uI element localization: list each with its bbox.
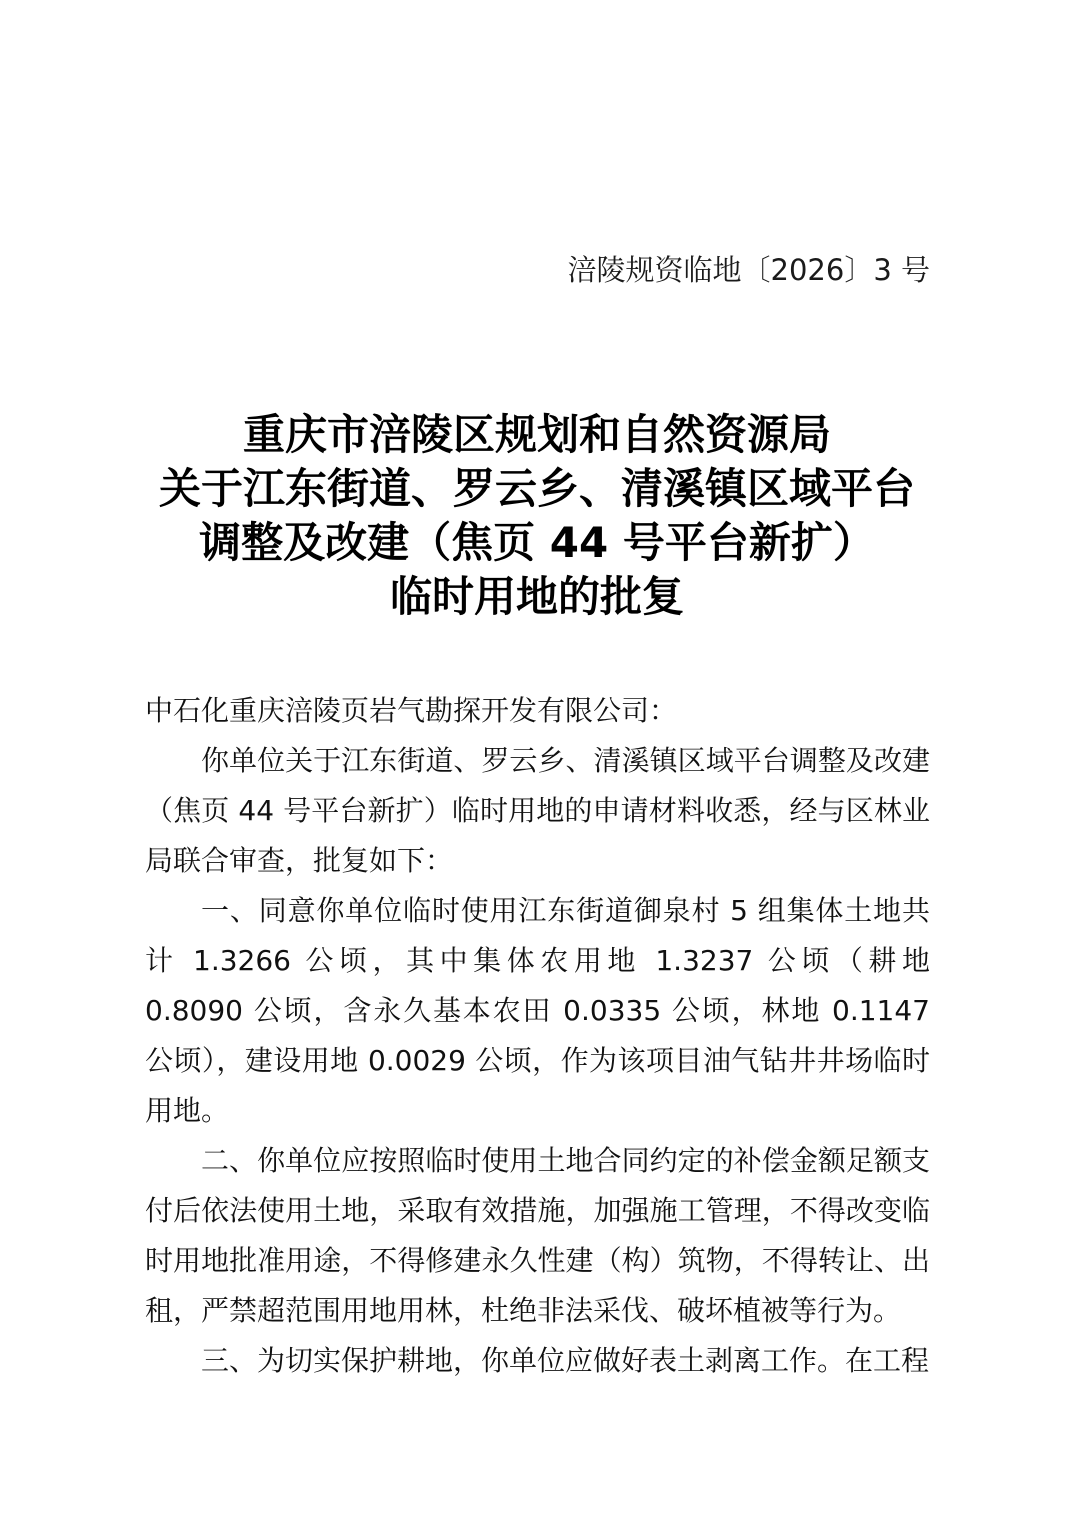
paragraph-item-2: 二、你单位应按照临时使用土地合同约定的补偿金额足额支付后依法使用土地，采取有效措施，加强施工管理，不得改变临时用地批准用途，不得修建永久性建（构）筑物，不得转让、出租，严禁超范围用地用林，杜绝非法采伐、破坏植被等行为。 — [145, 1144, 930, 1327]
document-body — [145, 686, 930, 1386]
paragraph-item-1: 一、同意你单位临时使用江东街道御泉村 5 组集体土地共计 1.3266 公顷，其中集体农用地 1.3237 公顷（耕地 0.8090 公顷，含永久基本农田 0.0335 公顷，林地 0.1147 公顷），建设用地 0.0029 公顷，作为该项目油气钻井井场临时用地。 — [145, 894, 930, 1127]
paragraph-intro: 你单位关于江东街道、罗云乡、清溪镇区域平台调整及改建（焦页 44 号平台新扩）临时用地的申请材料收悉，经与区林业局联合审查，批复如下： — [145, 744, 930, 877]
title-line-1: 重庆市涪陵区规划和自然资源局 — [242, 410, 831, 459]
title-line-4: 临时用地的批复 — [389, 572, 684, 621]
document-reference-number: 涪陵规资临地〔2026〕3 号 — [567, 253, 930, 287]
paragraph-item-3: 三、为切实保护耕地，你单位应做好表土剥离工作。在工程 — [201, 1344, 930, 1377]
document-title — [80, 408, 994, 624]
title-line-2: 关于江东街道、罗云乡、清溪镇区域平台 — [158, 464, 915, 513]
title-line-3: 调整及改建（焦页 44 号平台新扩） — [199, 518, 875, 567]
salutation-line: 中石化重庆涪陵页岩气勘探开发有限公司： — [145, 694, 678, 727]
